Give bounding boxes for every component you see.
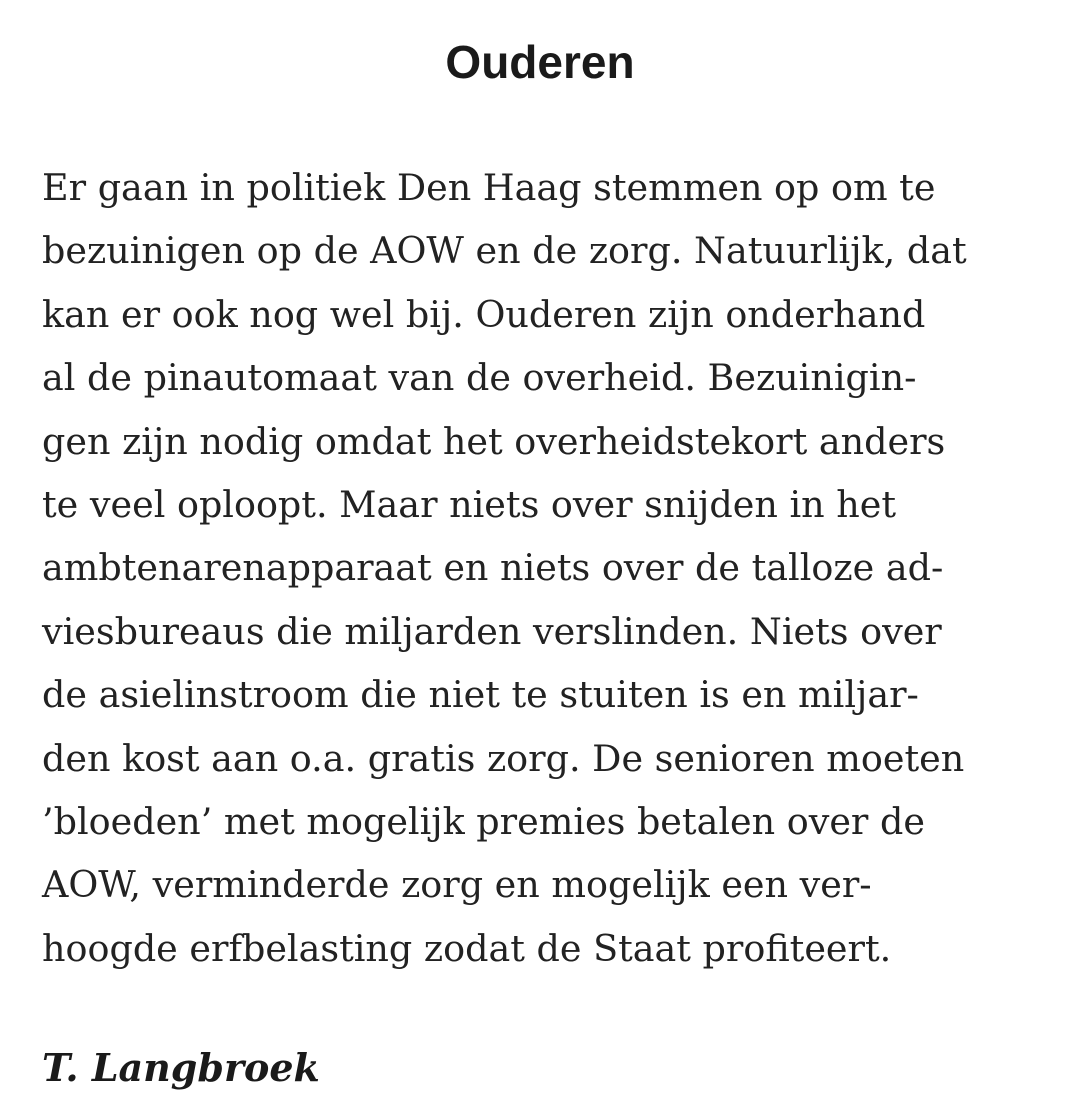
body-line: gen zijn nodig omdat het overheidstekort anders — [42, 419, 946, 463]
body-line: te veel oploopt. Maar niets over snijden in het — [42, 483, 897, 527]
body-line: kan er ook nog wel bij. Ouderen zijn onderhand — [42, 292, 926, 336]
body-line: AOW, verminderde zorg en mogelijk een ver- — [42, 863, 872, 907]
body-line: viesbureaus die miljarden verslinden. Niets over — [42, 609, 942, 653]
body-line: de asielinstroom die niet te stuiten is en miljar- — [42, 673, 919, 717]
author-signature: T. Langbroek — [42, 1045, 320, 1090]
article-body — [42, 156, 1052, 980]
body-line: ’bloeden’ met mogelijk premies betalen over de — [42, 800, 925, 844]
body-line: hoogde erfbelasting zodat de Staat profiteert. — [42, 926, 892, 970]
body-line: bezuinigen op de AOW en de zorg. Natuurlijk, dat — [42, 229, 967, 273]
body-line: Er gaan in politiek Den Haag stemmen op om te — [42, 166, 936, 209]
article-title: Ouderen — [445, 36, 635, 88]
body-line: ambtenarenapparaat en niets over de talloze ad- — [42, 546, 944, 590]
body-line: den kost aan o.a. gratis zorg. De senioren moeten — [42, 736, 965, 780]
body-line: al de pinautomaat van de overheid. Bezuinigin- — [42, 356, 917, 400]
